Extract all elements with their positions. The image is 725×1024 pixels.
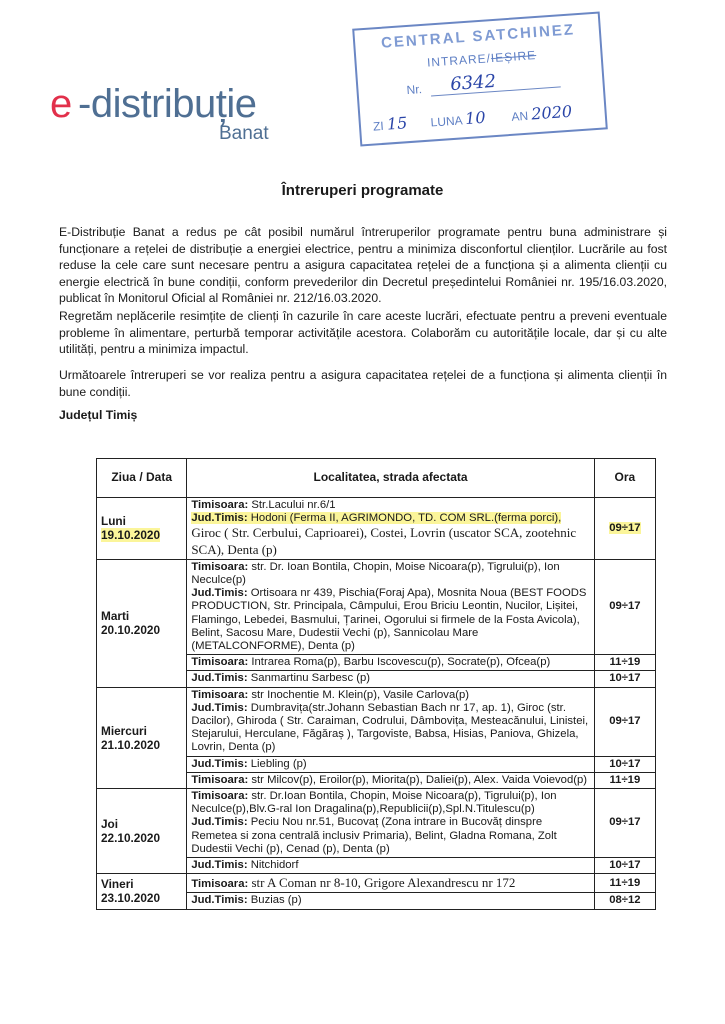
location-label: Jud.Timis: <box>191 512 248 525</box>
location-label: Timisoara: <box>191 560 249 573</box>
paragraph-apology: Regretăm neplăcerile resimțite de clienți în cazurile în care aceste lucrări, efectuate pentru a preveni eventuale probleme în alimentare, perturbă temporar activitățile acestora. Colaborăm cu autoritățile locale, dar și cu alte utilități, pentru a minimiza impactul. <box>59 309 667 357</box>
location-label: Timisoara: <box>191 499 249 511</box>
location-text: Sanmartinu Sarbesc (p) <box>247 672 371 685</box>
header-location: Localitatea, strada afectata <box>187 459 594 498</box>
time-cell: 10÷17 <box>594 858 655 874</box>
table-header-row <box>97 459 656 498</box>
time-cell: 11÷19 <box>594 655 655 671</box>
location-text: Giroc ( Str. Cerbului, Caprioarei), Costei, Lovrin (uscator SCA, zootehnic <box>191 525 577 541</box>
location-cell <box>187 874 594 893</box>
location-label: Jud.Timis: <box>191 757 248 770</box>
location-label: Timisoara: <box>191 688 249 701</box>
header-time: Ora <box>594 459 655 498</box>
stamp-zi-value: 15 <box>386 113 408 134</box>
location-label: Jud.Timis: <box>191 894 248 907</box>
day-name: Vineri <box>101 877 134 892</box>
paragraph-intro: E-Distribuție Banat a redus pe cât posibil numărul întreruperilor programate pentru buna administrare și funcționare a rețelei de distribuție a energiei electrice, pentru a minimiza disconfortul clienților. Lucrările au fost reduse la cele care sunt necesare pentru a asigura capacitatea rețelei de a funcționa și a alimenta clienții cu energie electrică în bune condiții, conform prevederilor din Decretul președintelui României nr. 195/16.03.2020, publicat în Monitorul Oficial al României nr. 212/16.03.2020. <box>59 225 667 306</box>
logo-wordmark: -distribuție <box>78 82 257 126</box>
location-label: Jud.Timis: <box>191 859 248 872</box>
day-cell <box>97 559 187 687</box>
location-label: Jud.Timis: <box>191 587 248 600</box>
time-cell: 11÷19 <box>594 772 655 788</box>
time-cell: 08÷12 <box>594 893 655 909</box>
location-cell <box>187 772 594 788</box>
time-cell: 09÷17 <box>594 559 655 654</box>
stamp-date-row <box>372 102 572 135</box>
location-cell <box>187 789 594 858</box>
table-row <box>97 789 656 858</box>
time-cell <box>594 498 655 560</box>
location-label: Jud.Timis: <box>191 672 248 685</box>
day-cell <box>97 498 187 560</box>
location-cell <box>187 756 594 772</box>
table-row <box>97 559 656 654</box>
location-cell <box>187 559 594 654</box>
stamp-zi-label: ZI <box>372 118 385 134</box>
time-cell: 09÷17 <box>594 687 655 756</box>
location-label: Timisoara: <box>191 773 249 786</box>
location-text: Buzias (p) <box>247 894 302 907</box>
location-text: str. Dr.Ioan Bontila, Chopin, Moise Nicoara(p), Tigrului(p), Ion Neculce(p),Blv.G-ral Ion Dragalina(p),Republicii(p),Spl.N.Titulescu(p) <box>191 790 557 816</box>
location-text: str Inochentie M. Klein(p), Vasile Carlova(p) <box>248 688 470 701</box>
table-row <box>97 874 656 893</box>
location-cell <box>187 858 594 874</box>
location-label: Jud.Timis: <box>191 701 248 714</box>
time-cell: 10÷17 <box>594 671 655 687</box>
location-cell <box>187 687 594 756</box>
day-name: Marti <box>101 609 130 624</box>
location-text: Ortisoara nr 439, Pischia(Foraj Apa), Mosnita Noua (BEST FOODS PRODUCTION, Str. Principala, Câmpului, Erou Briciu Leontin, Nucilor, Lișitei, Flamingo, Lebedei, Basmului, Țarinei, Ogorului si firmele de la Fosta Avicola), Belint, Sacosu Mare, Dudestii Vechi (p), Sannicolau Mare (METALCONFORME), Denta (p) <box>191 587 587 653</box>
table-row <box>97 687 656 756</box>
stamp-in-out <box>396 46 567 72</box>
time-cell: 11÷19 <box>594 874 655 893</box>
day-name: Joi <box>101 817 119 832</box>
location-text: Hodoni (Ferma II, AGRIMONDO, TD. COM SRL.(ferma porci), <box>247 512 562 525</box>
location-text: SCA), Denta (p) <box>191 541 277 557</box>
day-date: 19.10.2020 <box>101 528 161 543</box>
day-date: 22.10.2020 <box>101 831 161 846</box>
location-cell <box>187 671 594 687</box>
location-text: str Milcov(p), Eroilor(p), Miorita(p), Daliei(p), Alex. Vaida Voievod(p) <box>248 773 588 786</box>
stamp-in-label: INTRARE/ <box>426 51 492 70</box>
stamp-an-value: 2020 <box>530 101 573 124</box>
county-heading: Județul Timiș <box>59 408 138 422</box>
stamp-nr-label: Nr. <box>406 82 423 98</box>
table-row <box>97 498 656 560</box>
day-name: Luni <box>101 514 126 529</box>
time-cell: 10÷17 <box>594 756 655 772</box>
location-label: Jud.Timis: <box>191 816 248 829</box>
location-cell <box>187 655 594 671</box>
location-text: Nitchidorf <box>247 859 299 872</box>
day-name: Miercuri <box>101 723 147 738</box>
day-cell <box>97 874 187 909</box>
logo-region: Banat <box>219 123 269 144</box>
location-text: Dudestii Vechi (p), Cenad (p), Denta (p) <box>191 842 390 855</box>
location-cell <box>187 893 594 909</box>
location-text: Peciu Nou nr.51, Bucovaț (Zona intrare in Bucovăț dinspre <box>247 816 543 829</box>
stamp-luna-value: 10 <box>464 107 487 129</box>
location-cell <box>187 498 594 560</box>
day-date: 23.10.2020 <box>101 891 161 906</box>
time-cell: 09÷17 <box>594 789 655 858</box>
logo-e-mark: e <box>50 82 73 126</box>
time-value: 09÷17 <box>609 521 641 534</box>
location-label: Timisoara: <box>191 790 249 803</box>
day-date: 20.10.2020 <box>101 623 161 638</box>
day-date: 21.10.2020 <box>101 737 161 752</box>
document-title: Întreruperi programate <box>281 182 444 199</box>
day-cell <box>97 687 187 788</box>
stamp-nr-value: 6342 <box>449 70 497 96</box>
location-text: Intrarea Roma(p), Barbu Iscovescu(p), Socrate(p), Ofcea(p) <box>248 656 551 669</box>
registration-stamp <box>352 11 608 146</box>
stamp-an-label: AN <box>511 108 529 124</box>
location-text: Str.Lacului nr.6/1 <box>248 499 336 511</box>
day-cell <box>97 789 187 874</box>
paragraph-following: Următoarele întreruperi se vor realiza pentru a asigura capacitatea rețelei de a funcționa și alimenta clienții în bune condiții. <box>59 368 667 399</box>
stamp-luna-label: LUNA <box>430 113 463 130</box>
stamp-title: CENTRAL SATCHINEZ <box>380 21 576 52</box>
location-text: Dumbravița(str.Johann Sebastian Bach nr 17, ap. 1), Giroc (str. Dacilor), Ghiroda ( Str. Caraiman, Codrului, Dâmbovița, Mesteacănului, Linistei, Stejarului, Herculane, Făgăraș ), Targoviste, Babsa, Hisias, Paniova, Ghizela, Lovrin, Denta (p) <box>191 701 589 754</box>
company-logo <box>50 82 290 146</box>
stamp-out-label: IEȘIRE <box>490 48 537 66</box>
header-day: Ziua / Data <box>97 459 187 498</box>
location-text: str A Coman nr 8-10, Grigore Alexandrescu nr 172 <box>248 875 516 891</box>
outage-schedule-table <box>96 458 656 910</box>
location-text: str. Dr. Ioan Bontila, Chopin, Moise Nicoara(p), Tigrului(p), Ion Neculce(p) <box>191 560 560 587</box>
location-text: Remetea si zona centrală inclusiv Primaria), Belint, Gladna Romana, Zolt <box>191 829 557 842</box>
location-label: Timisoara: <box>191 656 249 669</box>
location-text: Liebling (p) <box>247 757 307 770</box>
location-label: Timisoara: <box>191 878 249 891</box>
